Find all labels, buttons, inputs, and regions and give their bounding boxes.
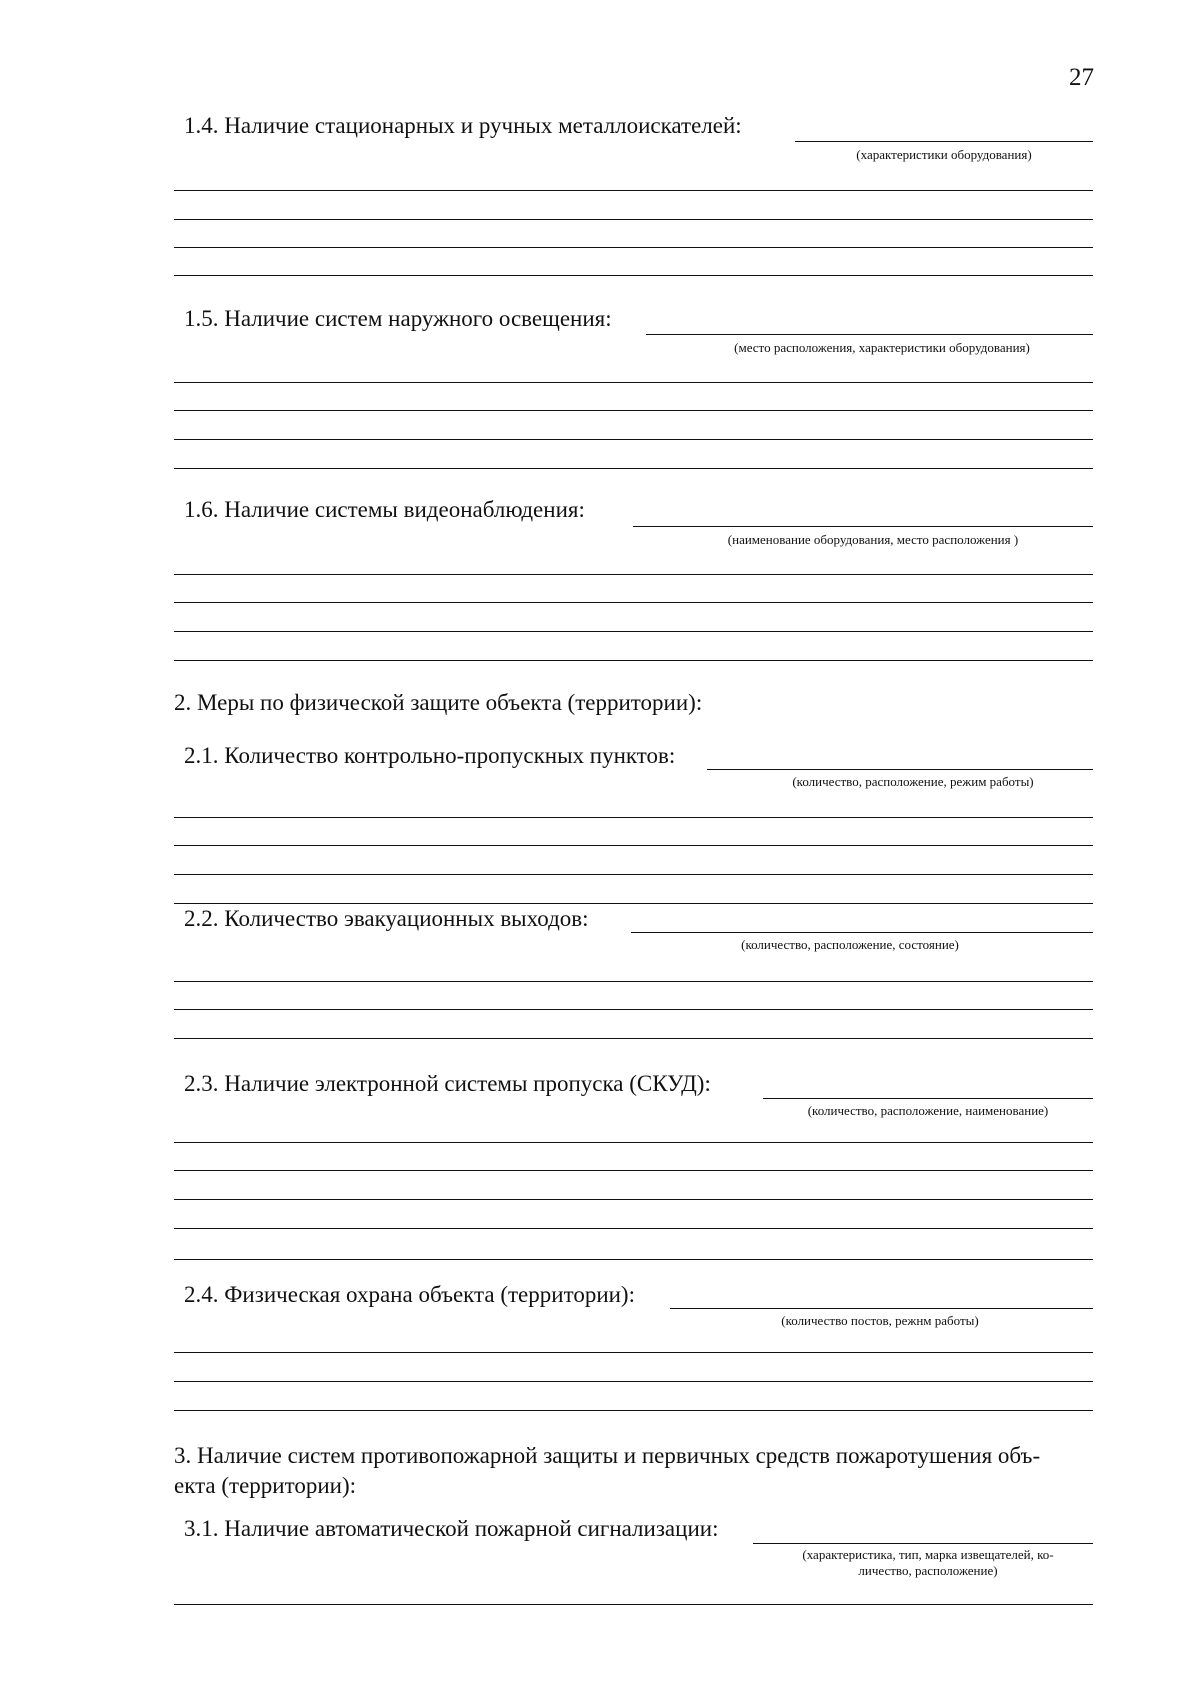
section-2-4-label: 2.4. Физическая охрана объекта (территории): bbox=[184, 1282, 635, 1307]
section-2-3-answer-line[interactable] bbox=[174, 1199, 1093, 1200]
section-2-3-caption: (количество, расположение, наименование) bbox=[807, 1103, 1049, 1118]
section-1-6-answer-line[interactable] bbox=[174, 631, 1093, 632]
section-3-1-caption bbox=[763, 1547, 1093, 1579]
section-2-3-fill-line[interactable] bbox=[763, 1098, 1093, 1099]
section-3-1-answer-line[interactable] bbox=[174, 1604, 1093, 1605]
section-2-1-answer-line[interactable] bbox=[174, 845, 1093, 846]
section-1-6-caption: (наименование оборудования, место расположения ) bbox=[727, 532, 1019, 547]
section-1-5-answer-line[interactable] bbox=[174, 468, 1093, 469]
section-2-3-answer-line[interactable] bbox=[174, 1259, 1093, 1260]
section-2-3-answer-line[interactable] bbox=[174, 1170, 1093, 1171]
section-2-2-answer-line[interactable] bbox=[174, 1009, 1093, 1010]
section-2-2-fill-line[interactable] bbox=[631, 932, 1093, 933]
section-2-2-answer-line[interactable] bbox=[174, 1038, 1093, 1039]
section-2-2-answer-line[interactable] bbox=[174, 981, 1093, 982]
section-3-1-label: 3.1. Наличие автоматической пожарной сигнализации: bbox=[184, 1516, 719, 1541]
section-3-heading bbox=[174, 1441, 1093, 1501]
section-1-4-answer-line[interactable] bbox=[174, 247, 1093, 248]
section-1-5-answer-line[interactable] bbox=[174, 439, 1093, 440]
section-3-1-caption-line: личество, расположение) bbox=[858, 1563, 998, 1578]
section-2-4-caption: (количество постов, режнм работы) bbox=[781, 1313, 979, 1328]
section-1-4-answer-line[interactable] bbox=[174, 275, 1093, 276]
section-3-1-caption-line: (характеристика, тип, марка извещателей, ко- bbox=[802, 1547, 1054, 1562]
section-2-heading: 2. Меры по физической защите объекта (территории): bbox=[174, 690, 703, 715]
section-1-4-caption: (характеристики оборудования) bbox=[856, 147, 1032, 162]
section-1-6-label: 1.6. Наличие системы видеонаблюдения: bbox=[184, 497, 585, 522]
section-1-5-answer-line[interactable] bbox=[174, 410, 1093, 411]
section-1-6-answer-line[interactable] bbox=[174, 574, 1093, 575]
section-1-4-answer-line[interactable] bbox=[174, 190, 1093, 191]
section-1-5-answer-line[interactable] bbox=[174, 382, 1093, 383]
page-number: 27 bbox=[1069, 64, 1094, 91]
section-3-heading-line: екта (территории): bbox=[174, 1473, 357, 1498]
section-2-4-answer-line[interactable] bbox=[174, 1381, 1093, 1382]
section-2-3-label: 2.3. Наличие электронной системы пропуска (СКУД): bbox=[184, 1071, 711, 1096]
section-3-1-fill-line[interactable] bbox=[753, 1543, 1093, 1544]
section-2-1-answer-line[interactable] bbox=[174, 874, 1093, 875]
section-2-2-label: 2.2. Количество эвакуационных выходов: bbox=[184, 906, 589, 931]
section-1-5-label: 1.5. Наличие систем наружного освещения: bbox=[184, 306, 612, 331]
section-2-2-caption: (количество, расположение, состояние) bbox=[741, 937, 959, 952]
section-2-1-fill-line[interactable] bbox=[707, 769, 1093, 770]
section-2-3-answer-line[interactable] bbox=[174, 1142, 1093, 1143]
section-1-6-answer-line[interactable] bbox=[174, 602, 1093, 603]
section-2-1-answer-line[interactable] bbox=[174, 817, 1093, 818]
section-2-1-caption: (количество, расположение, режим работы) bbox=[792, 774, 1034, 789]
section-1-4-label: 1.4. Наличие стационарных и ручных металлоискателей: bbox=[184, 113, 742, 138]
section-1-5-fill-line[interactable] bbox=[646, 334, 1093, 335]
section-1-6-answer-line[interactable] bbox=[174, 660, 1093, 661]
section-2-4-answer-line[interactable] bbox=[174, 1352, 1093, 1353]
section-2-4-fill-line[interactable] bbox=[670, 1308, 1093, 1309]
section-2-3-answer-line[interactable] bbox=[174, 1228, 1093, 1229]
section-2-4-answer-line[interactable] bbox=[174, 1410, 1093, 1411]
section-1-4-fill-line[interactable] bbox=[795, 141, 1093, 142]
section-1-4-answer-line[interactable] bbox=[174, 219, 1093, 220]
section-2-1-label: 2.1. Количество контрольно-пропускных пунктов: bbox=[184, 743, 676, 768]
section-1-5-caption: (место расположения, характеристики оборудования) bbox=[734, 340, 1030, 355]
section-1-6-fill-line[interactable] bbox=[633, 526, 1093, 527]
section-3-heading-line: 3. Наличие систем противопожарной защиты и первичных средств пожаротушения объ- bbox=[174, 1443, 1041, 1468]
section-2-1-answer-line[interactable] bbox=[174, 903, 1093, 904]
